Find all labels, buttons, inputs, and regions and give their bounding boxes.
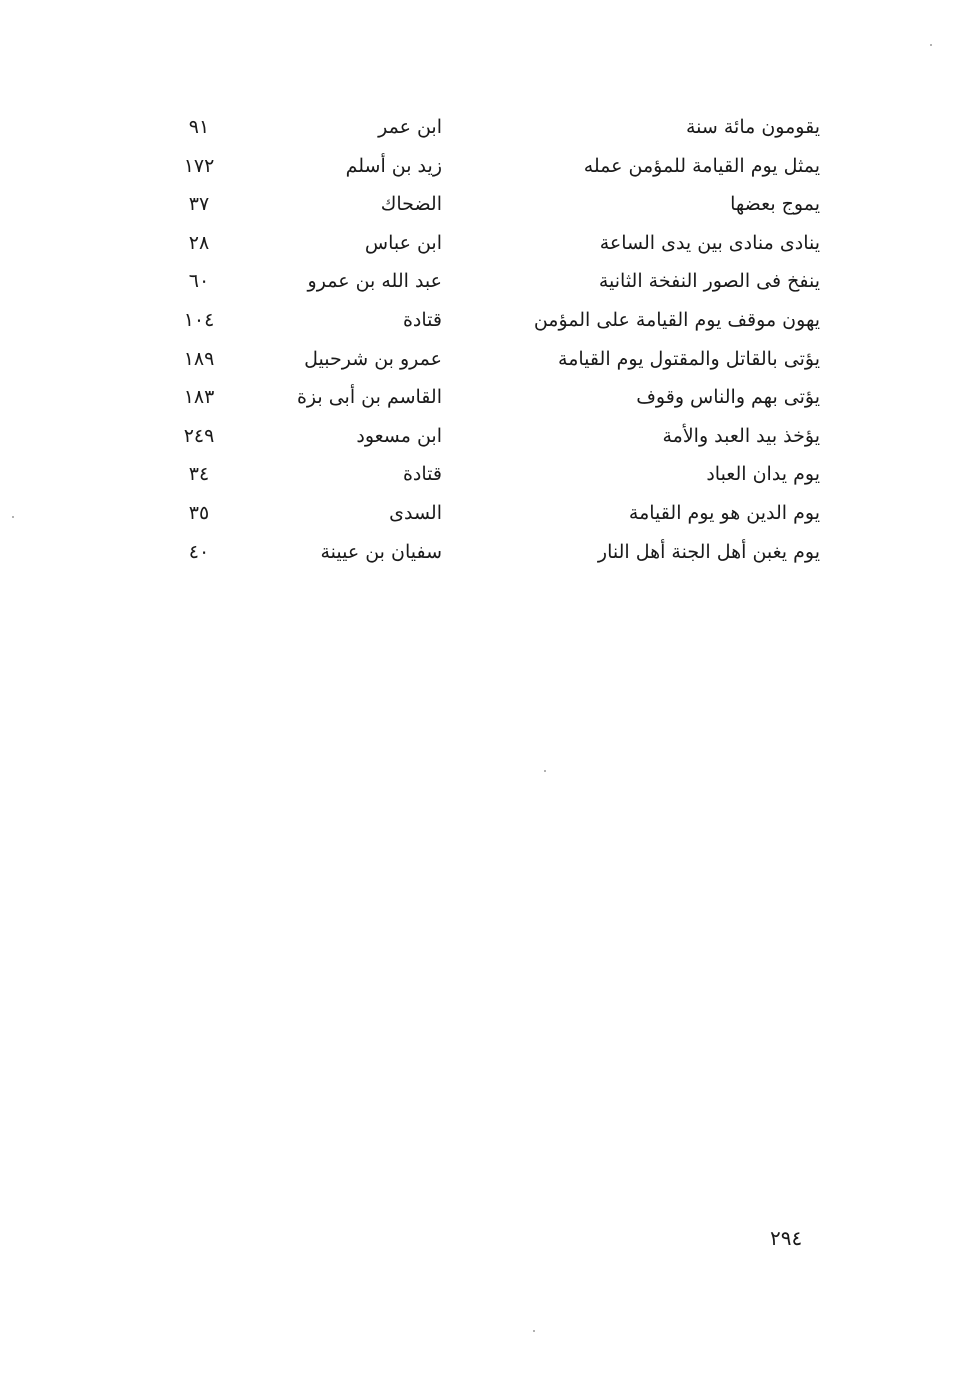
index-row bbox=[170, 147, 820, 186]
index-row bbox=[170, 533, 820, 572]
entry-narrator: سفيان بن عيينة bbox=[320, 540, 442, 563]
entry-page: ٢٨ bbox=[188, 231, 210, 254]
entry-page: ٤٠ bbox=[188, 540, 210, 563]
index-table bbox=[170, 108, 820, 571]
index-row bbox=[170, 417, 820, 456]
entry-text: يوم يغبن أهل الجنة أهل النار bbox=[597, 540, 820, 563]
entry-text: يوم الدين هو يوم القيامة bbox=[628, 501, 820, 524]
entry-page: ١٠٤ bbox=[183, 308, 215, 331]
scan-speck bbox=[930, 44, 932, 46]
entry-narrator: ابن مسعود bbox=[356, 424, 442, 447]
index-row bbox=[170, 108, 820, 147]
entry-text: يؤتى بالقاتل والمقتول يوم القيامة bbox=[558, 347, 820, 370]
scan-speck bbox=[533, 1330, 535, 1332]
entry-narrator: عمرو بن شرحبيل bbox=[304, 347, 442, 370]
entry-narrator: القاسم بن أبى بزة bbox=[296, 386, 442, 409]
index-row bbox=[170, 262, 820, 301]
entry-page: ٢٤٩ bbox=[183, 424, 215, 447]
index-row bbox=[170, 340, 820, 379]
scan-speck bbox=[12, 516, 14, 518]
entry-narrator: الضحاك bbox=[380, 193, 442, 216]
index-row bbox=[170, 494, 820, 533]
page-number: ٢٩٤ bbox=[770, 1226, 803, 1250]
entry-narrator: السدى bbox=[389, 501, 442, 524]
entry-text: يمثل يوم القيامة للمؤمن عمله bbox=[583, 154, 820, 177]
scan-speck bbox=[544, 770, 546, 772]
entry-page: ٣٤ bbox=[188, 463, 210, 486]
index-row bbox=[170, 224, 820, 263]
entry-narrator: قتادة bbox=[402, 463, 442, 486]
entry-page: ٩١ bbox=[188, 116, 210, 138]
index-row bbox=[170, 185, 820, 224]
entry-text: ينادى منادى بين يدى الساعة bbox=[599, 231, 820, 254]
entry-page: ٣٧ bbox=[188, 193, 210, 216]
entry-narrator: زيد بن أسلم bbox=[345, 154, 442, 177]
entry-narrator: ابن عباس bbox=[364, 231, 442, 254]
entry-page: ١٨٣ bbox=[183, 386, 215, 409]
entry-text: يؤخذ بيد العبد والأمة bbox=[662, 424, 820, 447]
entry-text: يوم يدان العباد bbox=[706, 463, 820, 486]
entry-text: يموج بعضها bbox=[730, 193, 820, 216]
index-row bbox=[170, 378, 820, 417]
entry-text: يؤتى بهم والناس وقوف bbox=[636, 386, 820, 409]
entry-narrator: عبد الله بن عمرو bbox=[307, 270, 442, 293]
entry-narrator: ابن عمر bbox=[378, 116, 442, 138]
entry-text: يهون موقف يوم القيامة على المؤمن bbox=[533, 308, 820, 331]
index-row bbox=[170, 455, 820, 494]
entry-page: ١٨٩ bbox=[183, 347, 215, 370]
entry-text: ينفخ فى الصور النفخة الثانية bbox=[598, 270, 820, 293]
entry-page: ١٧٢ bbox=[183, 154, 215, 177]
entry-page: ٣٥ bbox=[188, 501, 210, 524]
entry-text: يقومون مائة سنة bbox=[685, 116, 820, 138]
entry-page: ٦٠ bbox=[188, 270, 210, 293]
index-row bbox=[170, 301, 820, 340]
entry-narrator: قتادة bbox=[402, 308, 442, 331]
